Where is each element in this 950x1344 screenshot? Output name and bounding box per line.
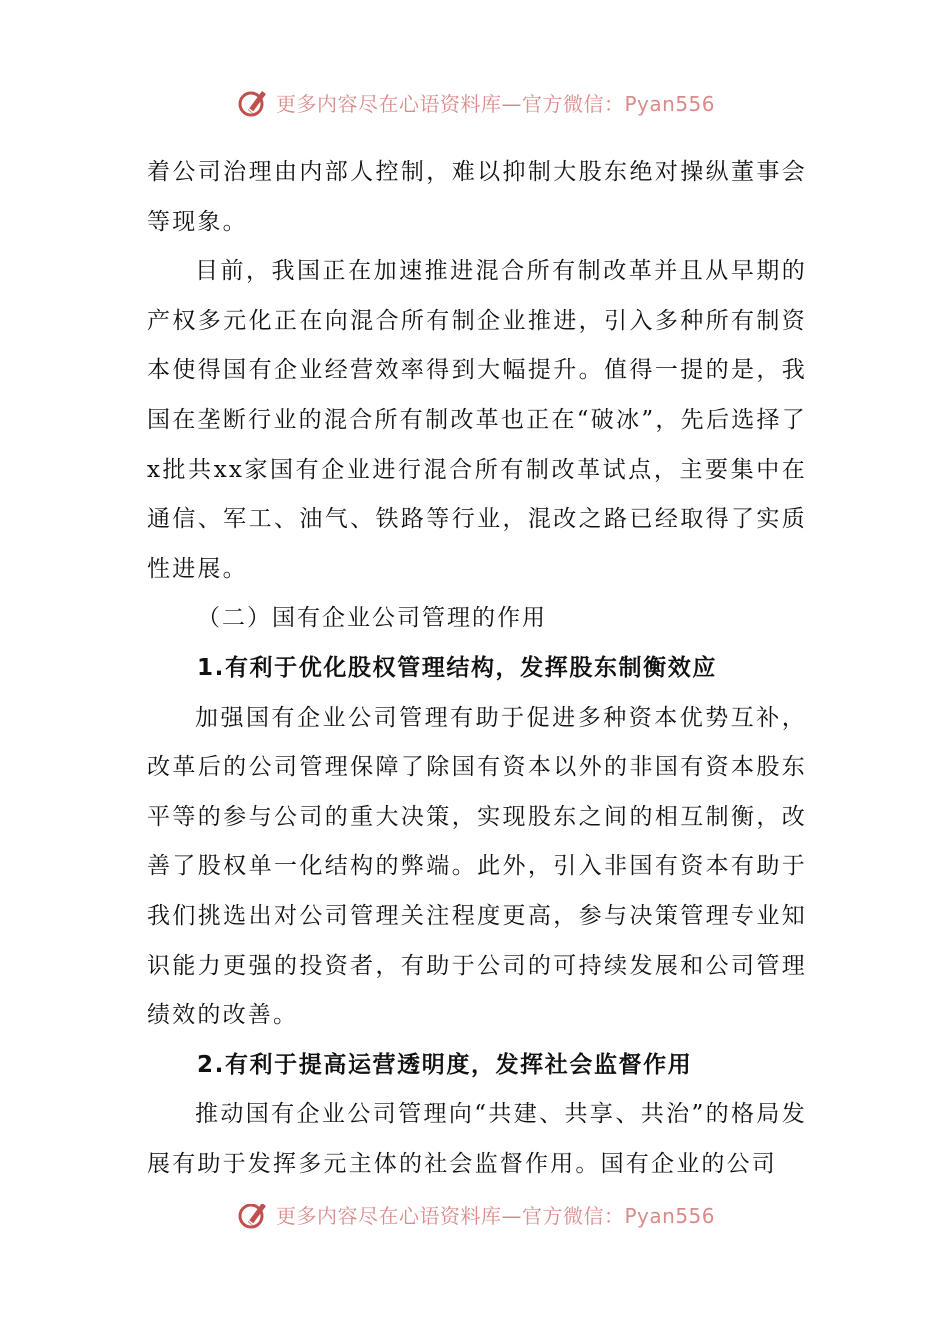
heading-transparency: 2.有利于提高运营透明度，发挥社会监督作用 — [197, 1051, 693, 1078]
paragraph-continuation: 着公司治理由内部人控制，难以抑制大股东绝对操纵董事会等现象。 — [147, 159, 807, 235]
pen-nib-logo-icon — [236, 1204, 270, 1231]
footer-watermark — [236, 1204, 715, 1240]
section-title: （二）国有企业公司管理的作用 — [197, 605, 547, 632]
paragraph-transparency: 推动国有企业公司管理向“共建、共享、共治”的格局发展有助于发挥多元主体的社会监督作用。国有企业的公司 — [147, 1101, 807, 1177]
footer-watermark-text: 更多内容尽在心语资料库—官方微信：Pyan556 — [276, 1204, 716, 1228]
heading-equity-structure: 1.有利于优化股权管理结构，发挥股东制衡效应 — [197, 654, 717, 681]
header-watermark-text: 更多内容尽在心语资料库—官方微信：Pyan556 — [276, 91, 716, 116]
header-watermark — [236, 84, 715, 120]
pen-nib-logo-icon — [236, 85, 270, 119]
document-body — [147, 148, 807, 1189]
paragraph-mixed-ownership-reform: 目前，我国正在加速推进混合所有制改革并且从早期的产权多元化正在向混合所有制企业推进，引入多种所有制资本使得国有企业经营效率得到大幅提升。值得一提的是，我国在垄断行业的混合所有制改革也正在“破冰”，先后选择了x批共xx家国有企业进行混合所有制改革试点，主要集中在通信、军工、油气、铁路等行业，混改之路已经取得了实质性进展。 — [147, 258, 807, 582]
paragraph-equity-structure: 加强国有企业公司管理有助于促进多种资本优势互补，改革后的公司管理保障了除国有资本以外的非国有资本股东平等的参与公司的重大决策，实现股东之间的相互制衡，改善了股权单一化结构的弊端。此外，引入非国有资本有助于我们挑选出对公司管理关注程度更高，参与决策管理专业知识能力更强的投资者，有助于公司的可持续发展和公司管理绩效的改善。 — [147, 704, 807, 1029]
